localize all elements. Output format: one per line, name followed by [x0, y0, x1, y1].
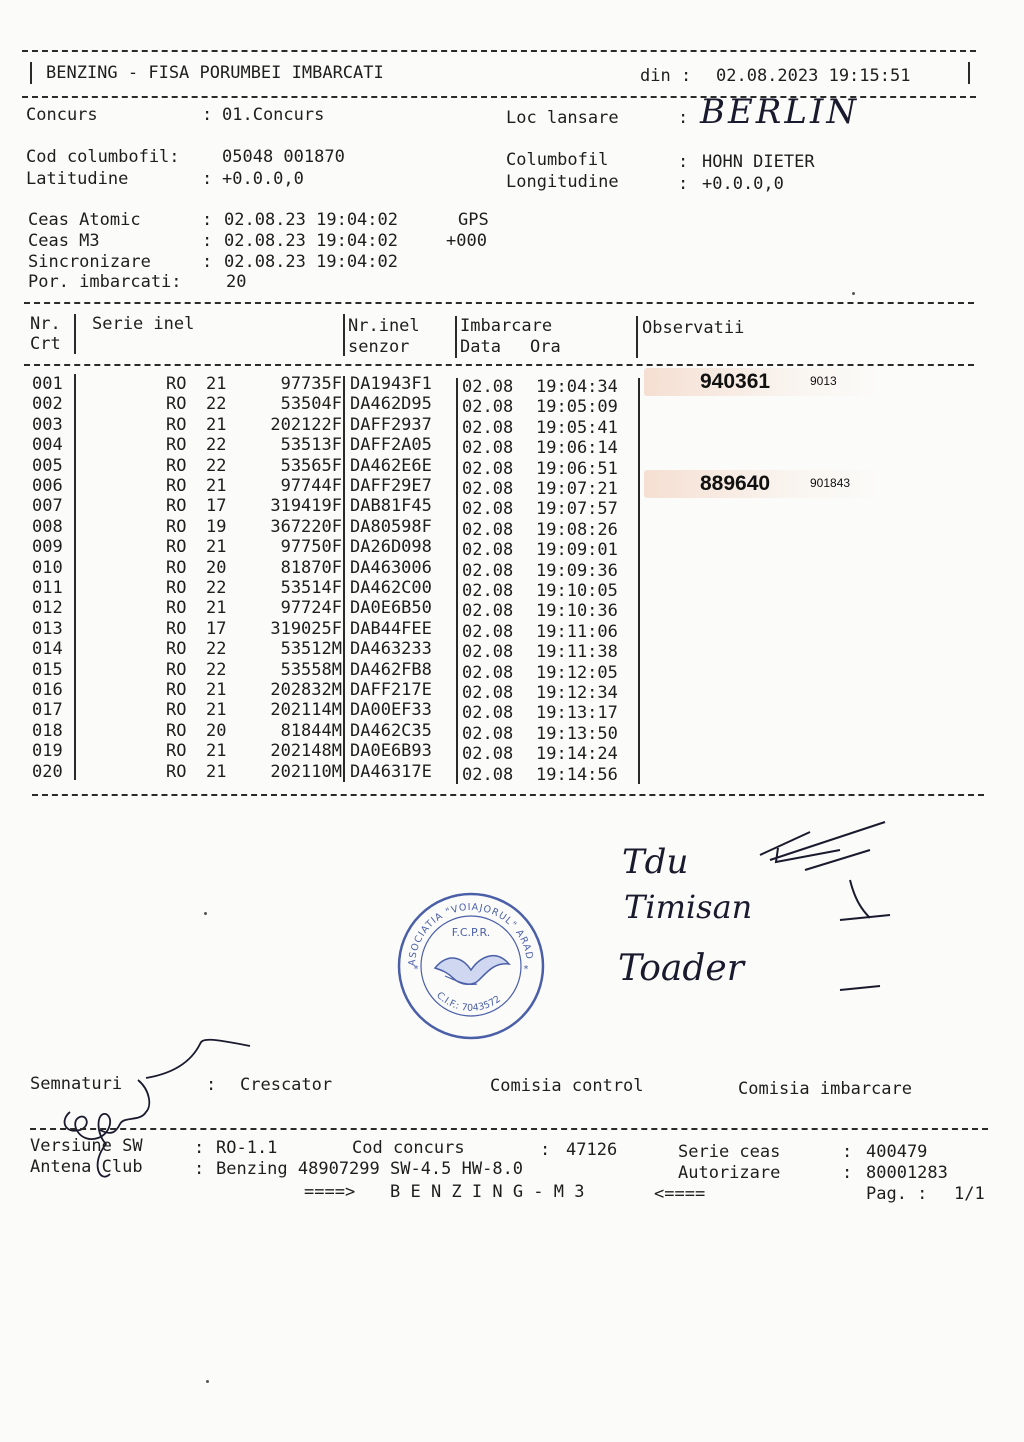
row-time: 19:05:09: [536, 397, 618, 418]
row-year: 21: [206, 476, 227, 496]
row-ring: 319025F: [270, 618, 342, 639]
row-sensor: DAFF2A05: [350, 435, 432, 456]
col-header-ora: Ora: [530, 337, 561, 357]
row-country: RO: [166, 414, 187, 435]
speck: [204, 912, 207, 915]
antena-club-value: Benzing 48907299 SW-4.5 HW-8.0: [216, 1159, 524, 1179]
row-time: 19:06:14: [536, 438, 618, 459]
row-date: 02.08: [462, 519, 514, 540]
row-date: 02.08: [462, 662, 514, 683]
observation-sticker: [644, 470, 880, 498]
row-nr: 001: [32, 374, 63, 394]
observation-small-number: 901843: [810, 476, 851, 490]
row-ring: 97744F: [280, 476, 342, 496]
versiune-sw-value: RO-1.1: [216, 1138, 278, 1158]
por-imbarcati-value: 20: [226, 272, 247, 292]
row-sensor: DA462D95: [350, 394, 432, 415]
row-sensor: DAB81F45: [350, 496, 432, 517]
row-year: 21: [206, 598, 227, 619]
row-ring: 97735F: [280, 374, 342, 394]
row-nr: 020: [32, 761, 63, 782]
row-country: RO: [166, 578, 187, 598]
table-top-border: [24, 302, 974, 304]
date-value: 02.08.2023 19:15:51: [716, 66, 911, 86]
row-time: 19:10:05: [536, 581, 618, 601]
row-ring: 53513F: [280, 435, 342, 456]
row-year: 19: [206, 516, 227, 537]
row-sensor: DA463233: [350, 639, 432, 660]
document-title: BENZING - FISA PORUMBEI IMBARCATI: [46, 63, 384, 83]
row-nr: 008: [32, 516, 63, 537]
row-country: RO: [166, 618, 187, 639]
row-year: 21: [206, 414, 227, 435]
row-country: RO: [166, 516, 187, 537]
row-year: 20: [206, 557, 227, 578]
row-year: 21: [206, 374, 227, 394]
row-year: 20: [206, 720, 227, 741]
col-header-nrinel: Nr.inel: [348, 316, 420, 336]
ceas-m3-value: 02.08.23 19:04:02: [224, 231, 398, 251]
row-date: 02.08: [462, 417, 514, 438]
row-nr: 015: [32, 659, 63, 680]
row-country: RO: [166, 374, 187, 394]
row-nr: 004: [32, 435, 63, 456]
row-ring: 53565F: [280, 455, 342, 476]
observation-number: 940361: [700, 370, 771, 393]
row-year: 22: [206, 578, 227, 598]
row-ring: 53514F: [280, 578, 342, 598]
row-ring: 202122F: [270, 414, 342, 435]
longitudine-label: Longitudine: [506, 172, 619, 192]
row-time: 19:06:51: [536, 458, 618, 479]
row-date: 02.08: [462, 581, 514, 601]
row-date: 02.08: [462, 397, 514, 418]
row-year: 17: [206, 618, 227, 639]
row-year: 22: [206, 394, 227, 415]
row-country: RO: [166, 639, 187, 660]
serie-ceas-value: 400479: [866, 1142, 928, 1162]
col-header-nr: Nr.: [30, 314, 61, 334]
row-date: 02.08: [462, 764, 514, 785]
row-time: 19:05:41: [536, 417, 618, 438]
row-ring: 202832M: [270, 680, 342, 700]
row-nr: 016: [32, 680, 63, 700]
row-year: 22: [206, 659, 227, 680]
row-date: 02.08: [462, 458, 514, 479]
row-sensor: DAFF29E7: [350, 476, 432, 496]
row-nr: 006: [32, 476, 63, 496]
cod-columbofil-value: 05048 001870: [222, 147, 345, 167]
row-date: 02.08: [462, 479, 514, 499]
row-year: 17: [206, 496, 227, 517]
row-ring: 319419F: [270, 496, 342, 517]
row-time: 19:09:01: [536, 540, 618, 561]
sincronizare-value: 02.08.23 19:04:02: [224, 252, 398, 272]
row-sensor: DAFF2937: [350, 414, 432, 435]
row-country: RO: [166, 435, 187, 456]
row-nr: 018: [32, 720, 63, 741]
sincronizare-label: Sincronizare: [28, 252, 151, 272]
row-date: 02.08: [462, 744, 514, 765]
row-date: 02.08: [462, 703, 514, 724]
row-time: 19:11:38: [536, 642, 618, 663]
row-nr: 017: [32, 700, 63, 721]
signature-name-2: Timisan: [624, 888, 753, 926]
col-header-senzor: senzor: [348, 337, 410, 357]
cod-columbofil-label: Cod columbofil:: [26, 147, 180, 167]
table-bottom-border: [32, 794, 984, 796]
svg-text:*: *: [523, 964, 530, 975]
row-sensor: DA462FB8: [350, 659, 432, 680]
semnaturi-label: Semnaturi: [30, 1074, 123, 1094]
speck: [206, 1380, 209, 1383]
row-sensor: DA463006: [350, 557, 432, 578]
ceas-atomic-value: 02.08.23 19:04:02: [224, 210, 398, 230]
row-nr: 003: [32, 414, 63, 435]
row-sensor: DA462C00: [350, 578, 432, 598]
row-nr: 012: [32, 598, 63, 619]
row-time: 19:08:26: [536, 519, 618, 540]
row-time: 19:13:17: [536, 703, 618, 724]
row-nr: 005: [32, 455, 63, 476]
association-stamp: [395, 890, 547, 1042]
banner-left-arrow: ====>: [304, 1182, 356, 1202]
row-sensor: DAFF217E: [350, 680, 432, 700]
row-country: RO: [166, 680, 187, 700]
col-header-data: Data: [460, 337, 501, 357]
row-ring: 53512M: [280, 639, 342, 660]
row-ring: 367220F: [270, 516, 342, 537]
row-date: 02.08: [462, 621, 514, 642]
row-nr: 002: [32, 394, 63, 415]
row-time: 19:04:34: [536, 377, 618, 397]
loc-lansare-label: Loc lansare: [506, 108, 619, 128]
row-sensor: DAB44FEE: [350, 618, 432, 639]
row-year: 21: [206, 741, 227, 762]
page-value: 1/1: [954, 1184, 985, 1204]
row-time: 19:07:57: [536, 499, 618, 520]
footer-top-border: [30, 1128, 988, 1130]
stamp-cif: C.I.F.: 7043572: [434, 990, 503, 1014]
benzing-banner: B E N Z I N G - M 3: [390, 1182, 585, 1202]
row-ring: 202148M: [270, 741, 342, 762]
row-nr: 011: [32, 578, 63, 598]
row-time: 19:14:56: [536, 764, 618, 785]
row-sensor: DA462C35: [350, 720, 432, 741]
row-year: 21: [206, 700, 227, 721]
date-label: din :: [640, 66, 692, 86]
row-year: 22: [206, 639, 227, 660]
row-nr: 014: [32, 639, 63, 660]
row-year: 22: [206, 455, 227, 476]
signature-name-1: Tdu: [622, 842, 689, 882]
observation-small-number: 9013: [810, 374, 837, 388]
row-time: 19:11:06: [536, 621, 618, 642]
speck: [852, 292, 855, 295]
row-ring: 53504F: [280, 394, 342, 415]
row-date: 02.08: [462, 723, 514, 744]
table-header-divider: [24, 364, 974, 366]
row-country: RO: [166, 700, 187, 721]
row-sensor: DA0E6B50: [350, 598, 432, 619]
row-sensor: DA0E6B93: [350, 741, 432, 762]
row-nr: 013: [32, 618, 63, 639]
row-year: 22: [206, 435, 227, 456]
row-nr: 007: [32, 496, 63, 517]
header-right-bar: [968, 62, 970, 84]
row-date: 02.08: [462, 438, 514, 459]
loc-lansare-handwritten: BERLIN: [700, 92, 860, 132]
row-country: RO: [166, 659, 187, 680]
col-header-observatii: Observatii: [642, 318, 745, 338]
comisia-imbarcare-label: Comisia imbarcare: [738, 1079, 912, 1099]
row-date: 02.08: [462, 560, 514, 581]
row-ring: 81870F: [280, 557, 342, 578]
row-country: RO: [166, 598, 187, 619]
svg-text:C.I.F.: 7043572: [434, 990, 503, 1014]
header-left-bar: [30, 62, 32, 84]
top-border: [22, 50, 976, 52]
row-sensor: DA46317E: [350, 761, 432, 782]
row-country: RO: [166, 496, 187, 517]
cod-concurs-value: 47126: [566, 1140, 618, 1160]
ceas-m3-suffix: +000: [446, 231, 487, 251]
row-time: 19:12:05: [536, 662, 618, 683]
ceas-m3-label: Ceas M3: [28, 231, 100, 251]
row-year: 21: [206, 761, 227, 782]
latitudine-label: Latitudine: [26, 169, 129, 189]
observation-sticker: [644, 368, 880, 396]
row-country: RO: [166, 720, 187, 741]
concurs-value: 01.Concurs: [222, 105, 325, 125]
latitudine-value: +0.0.0,0: [222, 169, 304, 189]
row-ring: 202110M: [270, 761, 342, 782]
row-date: 02.08: [462, 540, 514, 561]
row-time: 19:10:36: [536, 601, 618, 622]
row-country: RO: [166, 557, 187, 578]
stamp-arc-text: ASOCIATIA "VOIAJORUL" ARAD: [406, 901, 535, 967]
ceas-atomic-label: Ceas Atomic: [28, 210, 141, 230]
row-time: 19:09:36: [536, 560, 618, 581]
row-sensor: DA80598F: [350, 516, 432, 537]
row-country: RO: [166, 455, 187, 476]
row-sensor: DA462E6E: [350, 455, 432, 476]
row-country: RO: [166, 476, 187, 496]
row-nr: 010: [32, 557, 63, 578]
row-country: RO: [166, 761, 187, 782]
col-header-crt: Crt: [30, 334, 61, 354]
stamp-fcpr: F.C.P.R.: [451, 926, 491, 939]
comisia-control-label: Comisia control: [490, 1076, 644, 1096]
row-time: 19:07:21: [536, 479, 618, 499]
row-ring: 81844M: [280, 720, 342, 741]
crescator-label: Crescator: [240, 1075, 333, 1095]
row-time: 19:13:50: [536, 723, 618, 744]
row-sensor: DA1943F1: [350, 374, 432, 394]
row-ring: 202114M: [270, 700, 342, 721]
signature-name-3: Toader: [618, 948, 744, 989]
row-nr: 019: [32, 741, 63, 762]
autorizare-value: 80001283: [866, 1163, 948, 1183]
row-date: 02.08: [462, 642, 514, 663]
row-country: RO: [166, 537, 187, 558]
row-date: 02.08: [462, 377, 514, 397]
por-imbarcati-label: Por. imbarcati:: [28, 272, 182, 292]
row-country: RO: [166, 394, 187, 415]
row-year: 21: [206, 680, 227, 700]
row-time: 19:12:34: [536, 683, 618, 703]
concurs-label: Concurs: [26, 105, 98, 125]
banner-right-arrow: <====: [654, 1184, 706, 1204]
serie-ceas-label: Serie ceas: [678, 1142, 781, 1162]
svg-text:*: *: [413, 964, 420, 975]
columbofil-value: HOHN DIETER: [702, 152, 815, 172]
row-ring: 53558M: [280, 659, 342, 680]
row-ring: 97724F: [280, 598, 342, 619]
longitudine-value: +0.0.0,0: [702, 174, 784, 194]
row-sensor: DA00EF33: [350, 700, 432, 721]
row-date: 02.08: [462, 601, 514, 622]
observation-number: 889640: [700, 472, 771, 495]
cod-concurs-label: Cod concurs: [352, 1138, 465, 1158]
row-country: RO: [166, 741, 187, 762]
columbofil-label: Columbofil: [506, 150, 609, 170]
antena-club-label: Antena Club: [30, 1157, 143, 1177]
row-date: 02.08: [462, 499, 514, 520]
row-sensor: DA26D098: [350, 537, 432, 558]
row-ring: 97750F: [280, 537, 342, 558]
row-time: 19:14:24: [536, 744, 618, 765]
col-header-imbarcare: Imbarcare: [460, 316, 553, 336]
autorizare-label: Autorizare: [678, 1163, 781, 1183]
row-date: 02.08: [462, 683, 514, 703]
row-year: 21: [206, 537, 227, 558]
page-label: Pag. :: [866, 1184, 928, 1204]
row-nr: 009: [32, 537, 63, 558]
versiune-sw-label: Versiune SW: [30, 1136, 143, 1156]
col-header-serie: Serie inel: [92, 314, 195, 334]
ceas-atomic-suffix: GPS: [458, 210, 489, 230]
